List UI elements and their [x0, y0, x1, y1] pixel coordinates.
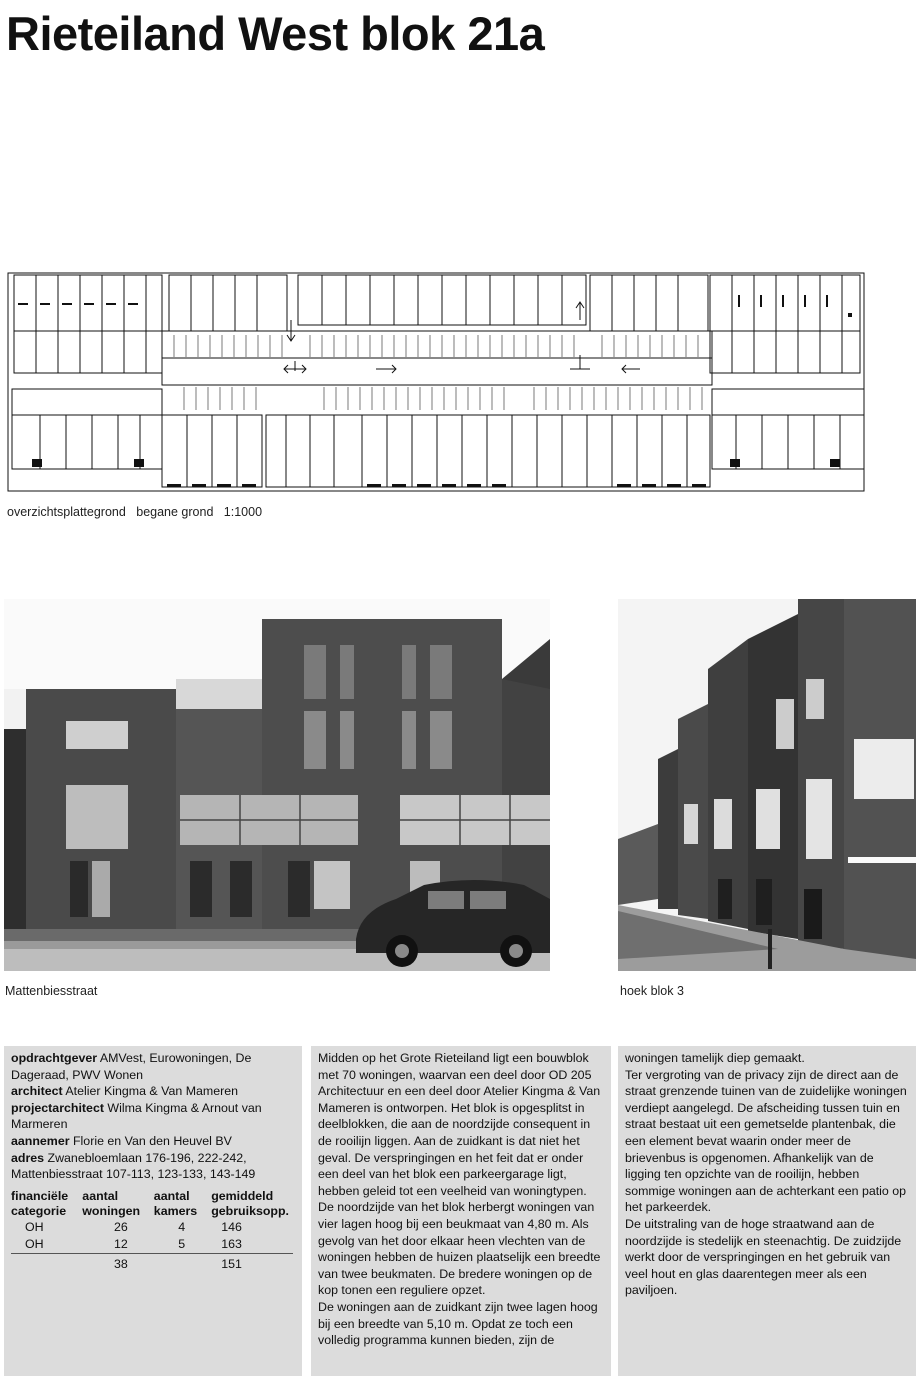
cell-rooms: 5	[154, 1236, 211, 1254]
client-value: AMVest, Eurowoningen, De Dageraad, PWV Wonen	[11, 1051, 252, 1082]
client-line	[11, 1050, 295, 1083]
header-rooms: aantal kamers	[153, 1188, 198, 1218]
architect-label: architect	[11, 1084, 63, 1099]
architect-value: Atelier Kingma & Van Mameren	[62, 1084, 239, 1099]
header-category: financiële categorie	[11, 1188, 69, 1218]
photo-left-caption: Mattenbiesstraat	[5, 984, 98, 998]
table-row	[11, 1236, 293, 1254]
cell-area: 146	[221, 1219, 242, 1234]
cell-dwellings: 12	[82, 1236, 154, 1254]
architect-line	[11, 1083, 295, 1100]
address-line	[11, 1150, 295, 1183]
paragraph: woningen tamelijk diep gemaakt.	[625, 1051, 805, 1065]
table-header-row	[11, 1189, 293, 1219]
description-panel-1	[311, 1046, 611, 1376]
paragraph: Ter vergroting van de privacy zijn de direct aan de straat grenzende tuinen van de zuidelijke woningen verdiept aangelegd. De afscheiding tussen tuin en straat bestaat uit een gemetselde plantenbak, die een element bevat waarin onder meer de brievenbus is opgenomen. Afhankelijk van de ligging ten opzichte van de rooilijn, hebben sommige woningen aan de achterkant een patio op het parkeerdek.	[625, 1067, 907, 1215]
cell-rooms: 4	[178, 1219, 186, 1234]
total-rooms	[154, 1253, 211, 1273]
project-architect-line	[11, 1100, 295, 1133]
contractor-value: Florie en Van den Heuvel BV	[69, 1133, 232, 1148]
credits-panel	[4, 1046, 302, 1376]
cell-dwellings: 26	[114, 1219, 128, 1234]
cell-category: OH	[25, 1219, 44, 1234]
cell-category: OH	[11, 1236, 82, 1254]
project-architect-label: projectarchitect	[11, 1100, 104, 1115]
header-area: gemiddeld gebruiksopp.	[211, 1188, 289, 1218]
project-architect-value: Wilma Kingma & Arnout van Marmeren	[11, 1100, 262, 1132]
cell-area: 163	[211, 1236, 293, 1254]
address-value: Zwanebloemlaan 176-196, 222-242, Mattenbiesstraat 107-113, 123-133, 143-149	[11, 1150, 256, 1182]
photo-right-caption: hoek blok 3	[620, 984, 684, 998]
page-title: Rieteiland West blok 21a	[6, 7, 545, 60]
table-row	[11, 1219, 293, 1236]
housing-table	[11, 1189, 293, 1273]
floor-plan-drawing	[4, 265, 868, 493]
paragraph: De noordzijde van het blok herbergt woningen van vier lagen hoog bij een beukmaat van 4,80 m. Als gevolg van het door elkaar heen vlechten van de woningen hebben de huizen plaatselijk een breedte van twee beukmaten. De bredere woningen op de kop tonen een reguliere opzet.	[318, 1200, 601, 1298]
client-label: opdrachtgever	[11, 1051, 98, 1065]
header-dwellings: aantal woningen	[82, 1188, 141, 1218]
total-dwellings: 38	[114, 1256, 128, 1271]
photo-mattenbiesstraat	[4, 599, 550, 971]
contractor-line	[11, 1133, 295, 1150]
address-label: adres	[11, 1150, 45, 1165]
photo-hoek-blok-3	[618, 599, 916, 971]
plan-caption: overzichtsplattegrond begane grond 1:1000	[7, 505, 263, 519]
total-category	[11, 1253, 82, 1273]
paragraph: De uitstraling van de hoge straatwand aan de noordzijde is stedelijk en steenachtig. De zuidzijde werkt door de verspringingen en het gebruik van veel hout en glas daarentegen meer als een paviljoen.	[625, 1216, 902, 1298]
table-total-row	[11, 1253, 293, 1273]
total-area: 151	[221, 1256, 242, 1271]
paragraph: De woningen aan de zuidkant zijn twee lagen hoog bij een breedte van 5,10 m. Opdat ze toch een volledig programma kunnen bieden, zijn de	[318, 1299, 598, 1348]
paragraph: Midden op het Grote Rieteiland ligt een bouwblok met 70 woningen, waarvan een deel door OD 205 Architectuur en een deel door Atelier Kingma & Van Mameren is ontworpen. Het blok is opgesplitst in deelblokken, die aan de noordzijde consequent in de rooilijn liggen. Aan de zuidkant is dat niet het geval. De verspringingen en het feit dat er onder een deel van het blok een parkeergarage ligt, hebben geleid tot een veelheid van woningtypen.	[318, 1051, 601, 1198]
description-panel-2	[618, 1046, 916, 1376]
contractor-label: aannemer	[11, 1133, 70, 1148]
